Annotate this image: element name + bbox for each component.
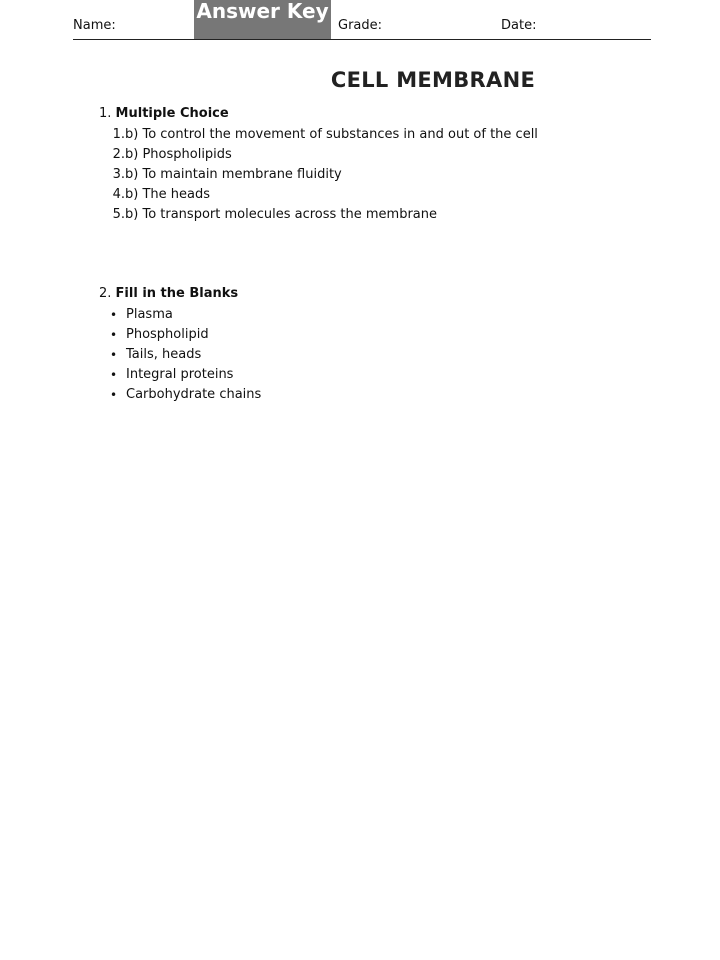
list-item: [110, 305, 261, 325]
item-text: Integral proteins: [126, 367, 234, 382]
section-multiple-choice-heading: [99, 106, 229, 121]
list-item: [110, 345, 261, 365]
item-text: b) To transport molecules across the membrane: [125, 207, 437, 222]
name-label: Name:: [73, 18, 116, 33]
fill-blanks-list: [110, 305, 261, 405]
page-title: CELL MEMBRANE: [330, 68, 536, 92]
list-item: [110, 385, 261, 405]
item-number: 2.: [112, 147, 125, 162]
bullet-icon: •: [110, 328, 118, 342]
list-item: [100, 185, 538, 205]
section-title: Fill in the Blanks: [115, 286, 239, 301]
list-item: [100, 145, 538, 165]
item-text: b) To maintain membrane fluidity: [125, 167, 342, 182]
date-label: Date:: [501, 18, 537, 33]
item-text: Phospholipid: [126, 327, 209, 342]
section-number: 1.: [99, 106, 112, 121]
item-text: Carbohydrate chains: [126, 387, 262, 402]
item-text: Tails, heads: [126, 347, 202, 362]
item-number: 5.: [112, 207, 125, 222]
section-fill-blanks-heading: [99, 286, 238, 301]
item-text: b) The heads: [125, 187, 210, 202]
bullet-icon: •: [110, 348, 118, 362]
item-text: b) To control the movement of substances in and out of the cell: [125, 127, 538, 142]
grade-label: Grade:: [338, 18, 383, 33]
item-number: 3.: [112, 167, 125, 182]
answer-key-banner: Answer Key: [194, 0, 331, 39]
bullet-icon: •: [110, 308, 118, 322]
list-item: [100, 125, 538, 145]
section-title: Multiple Choice: [115, 106, 229, 121]
bullet-icon: •: [110, 368, 118, 382]
list-item: [110, 325, 261, 345]
section-number: 2.: [99, 286, 112, 301]
bullet-icon: •: [110, 388, 118, 402]
item-number: 4.: [112, 187, 125, 202]
list-item: [100, 165, 538, 185]
list-item: [100, 205, 538, 225]
item-text: b) Phospholipids: [125, 147, 232, 162]
multiple-choice-list: [100, 125, 538, 225]
list-item: [110, 365, 261, 385]
worksheet-header: [73, 0, 651, 40]
item-text: Plasma: [126, 307, 173, 322]
item-number: 1.: [112, 127, 125, 142]
